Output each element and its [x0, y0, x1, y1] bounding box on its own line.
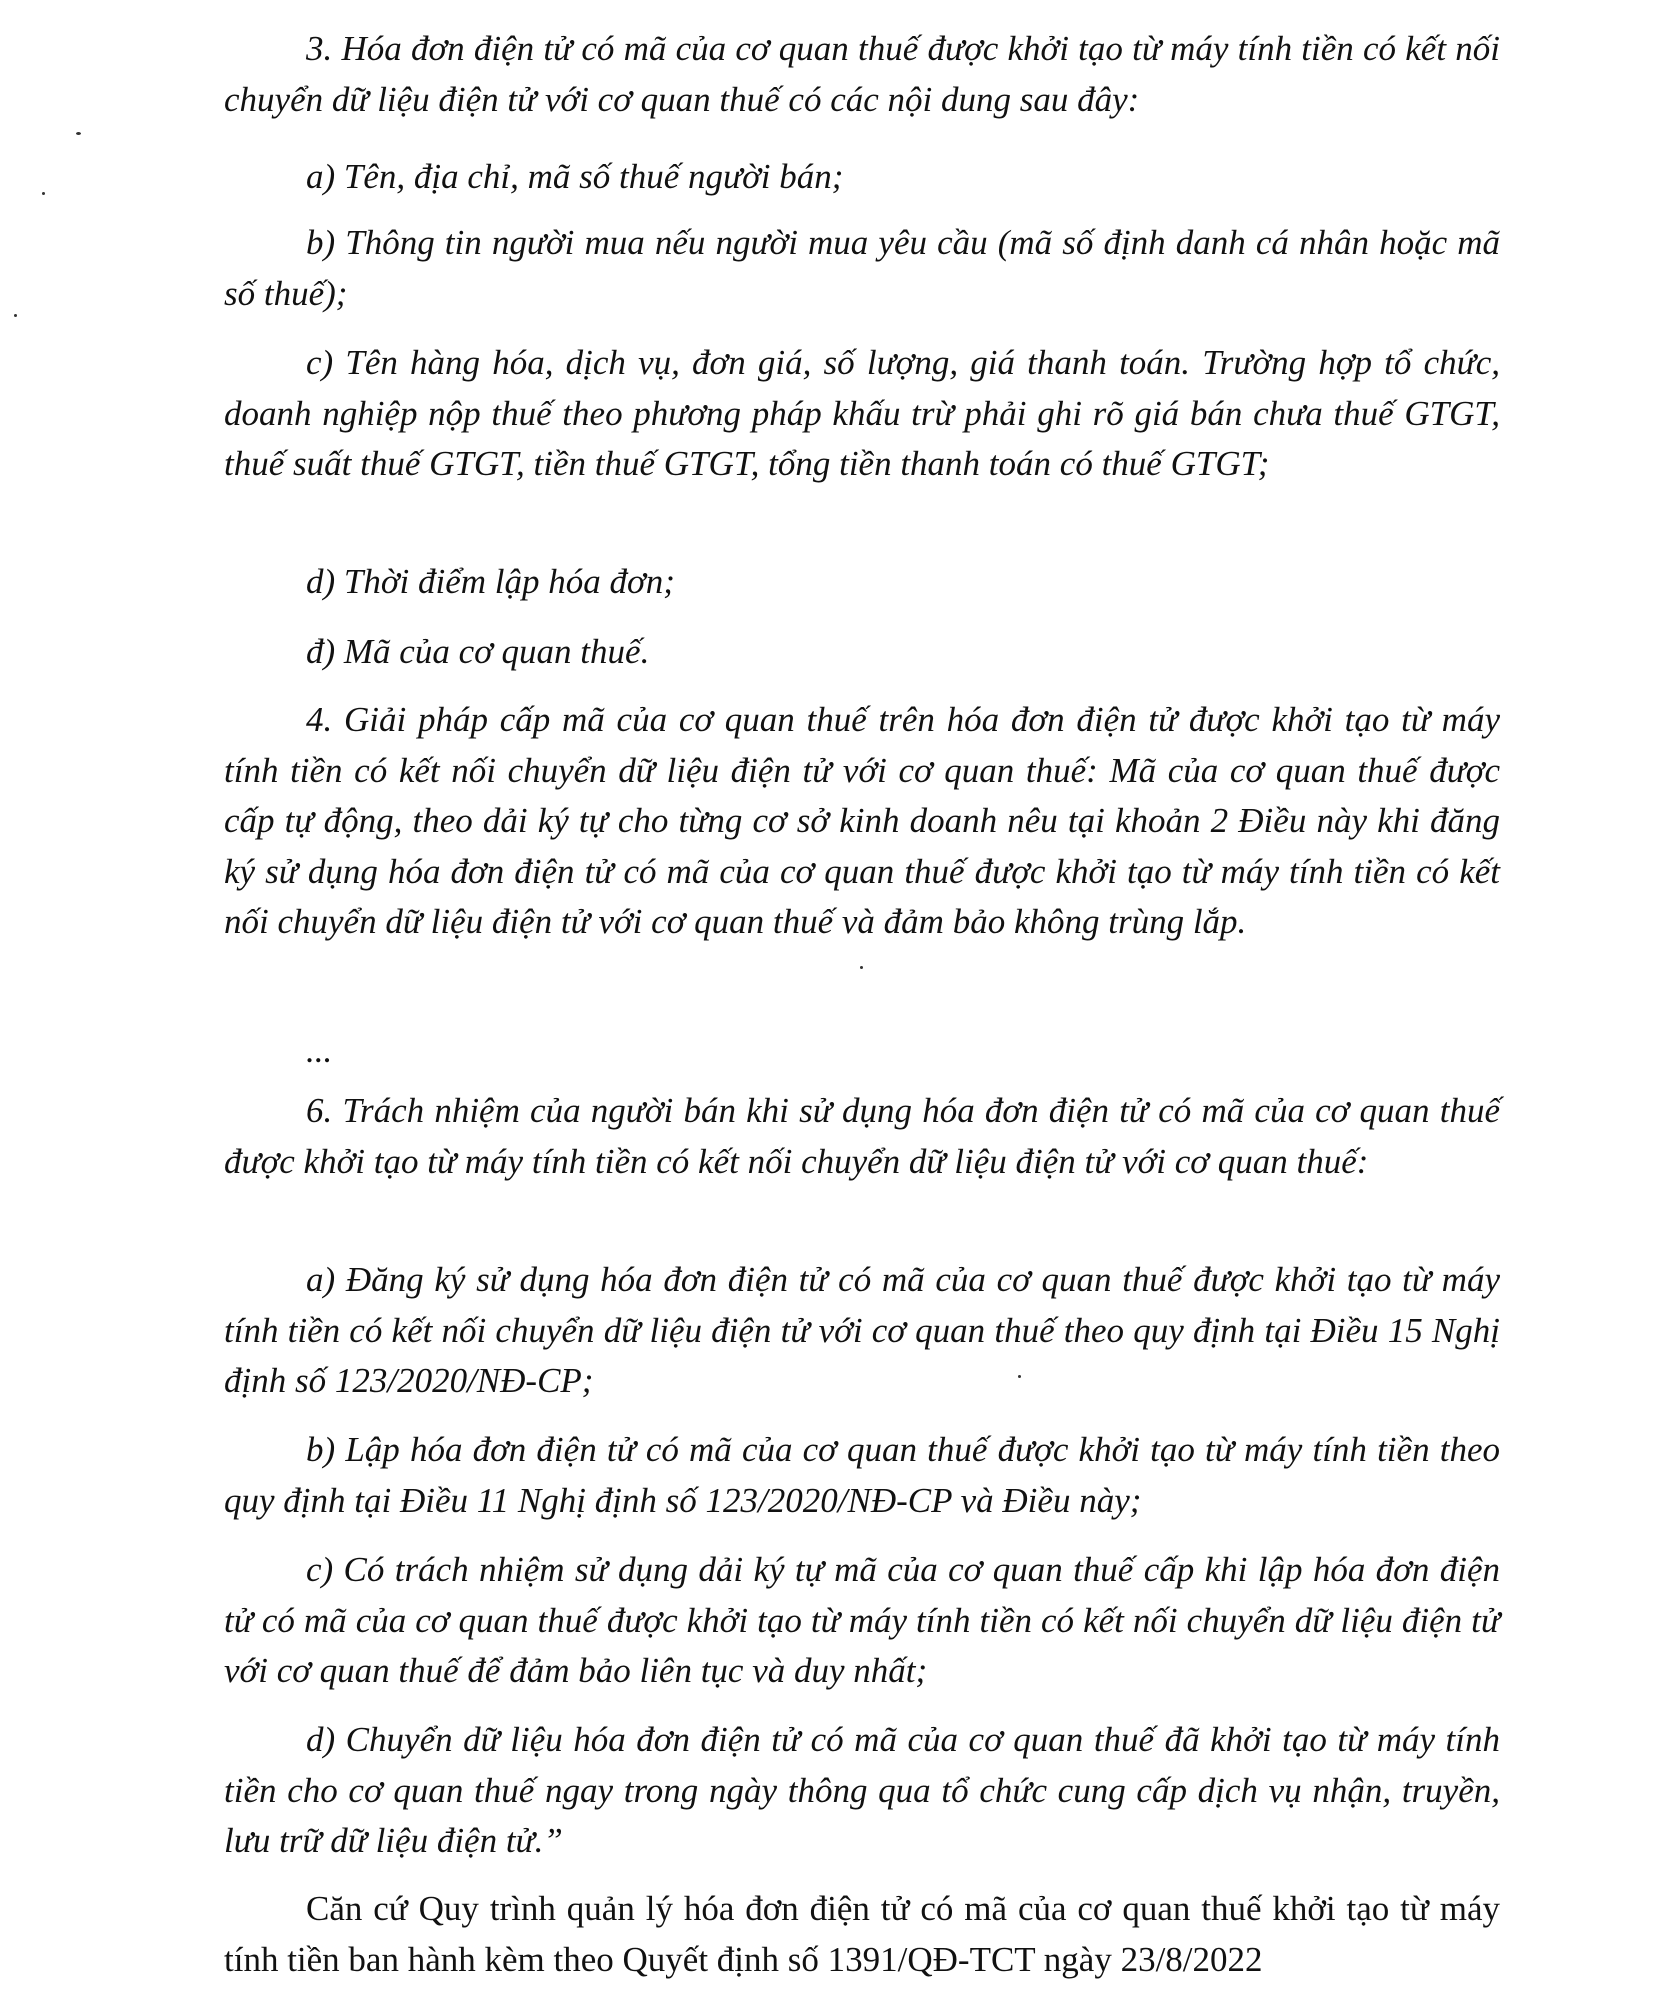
clause-3b: b) Thông tin người mua nếu người mua yêu cầu (mã số định danh cá nhân hoặc mã số thuế);: [224, 223, 1500, 313]
clause-3a: a) Tên, địa chỉ, mã số thuế người bán;: [306, 157, 844, 196]
clause-3c: c) Tên hàng hóa, dịch vụ, đơn giá, số lượng, giá thanh toán. Trường hợp tổ chức, doanh nghiệp nộp thuế theo phương pháp khấu trừ phải ghi rõ giá bán chưa thuế GTGT, thuế suất thuế GTGT, tiền thuế GTGT, tổng tiền thanh toán có thuế GTGT;: [224, 343, 1500, 483]
clause-6d: d) Chuyển dữ liệu hóa đơn điện tử có mã của cơ quan thuế đã khởi tạo từ máy tính tiền cho cơ quan thuế ngay trong ngày thông qua tổ chức cung cấp dịch vụ nhận, truyền, lưu trữ dữ liệu điện tử.”: [224, 1720, 1500, 1860]
closing-paragraph: Căn cứ Quy trình quản lý hóa đơn điện tử có mã của cơ quan thuế khởi tạo từ máy tính tiền ban hành kèm theo Quyết định số 1391/QĐ-TCT ngày 23/8/2022: [224, 1889, 1500, 1979]
clause-4: 4. Giải pháp cấp mã của cơ quan thuế trên hóa đơn điện tử được khởi tạo từ máy tính tiền có kết nối chuyển dữ liệu điện tử với cơ quan thuế: Mã của cơ quan thuế được cấp tự động, theo dải ký tự cho từng cơ sở kinh doanh nêu tại khoản 2 Điều này khi đăng ký sử dụng hóa đơn điện tử có mã của cơ quan thuế được khởi tạo từ máy tính tiền có kết nối chuyển dữ liệu điện tử với cơ quan thuế và đảm bảo không trùng lắp.: [224, 700, 1500, 941]
clause-3d: d) Thời điểm lập hóa đơn;: [306, 562, 675, 601]
scan-speck: [76, 132, 81, 135]
scan-speck: [42, 192, 45, 195]
scan-speck: [860, 966, 863, 969]
ellipsis: ...: [306, 1031, 333, 1070]
clause-3dd: đ) Mã của cơ quan thuế.: [306, 632, 650, 671]
clause-6a: a) Đăng ký sử dụng hóa đơn điện tử có mã của cơ quan thuế được khởi tạo từ máy tính tiền có kết nối chuyển dữ liệu điện tử với cơ quan thuế theo quy định tại Điều 15 Nghị định số 123/2020/NĐ-CP;: [224, 1260, 1500, 1400]
scan-speck: [1018, 1375, 1021, 1378]
scan-speck: [14, 314, 17, 317]
clause-3: 3. Hóa đơn điện tử có mã của cơ quan thuế được khởi tạo từ máy tính tiền có kết nối chuyển dữ liệu điện tử với cơ quan thuế có các nội dung sau đây:: [224, 29, 1500, 119]
clause-6: 6. Trách nhiệm của người bán khi sử dụng hóa đơn điện tử có mã của cơ quan thuế được khởi tạo từ máy tính tiền có kết nối chuyển dữ liệu điện tử với cơ quan thuế:: [224, 1091, 1500, 1181]
clause-6b: b) Lập hóa đơn điện tử có mã của cơ quan thuế được khởi tạo từ máy tính tiền theo quy định tại Điều 11 Nghị định số 123/2020/NĐ-CP và Điều này;: [224, 1430, 1500, 1520]
clause-6c: c) Có trách nhiệm sử dụng dải ký tự mã của cơ quan thuế cấp khi lập hóa đơn điện tử có mã của cơ quan thuế được khởi tạo từ máy tính tiền có kết nối chuyển dữ liệu điện tử với cơ quan thuế để đảm bảo liên tục và duy nhất;: [224, 1550, 1500, 1690]
